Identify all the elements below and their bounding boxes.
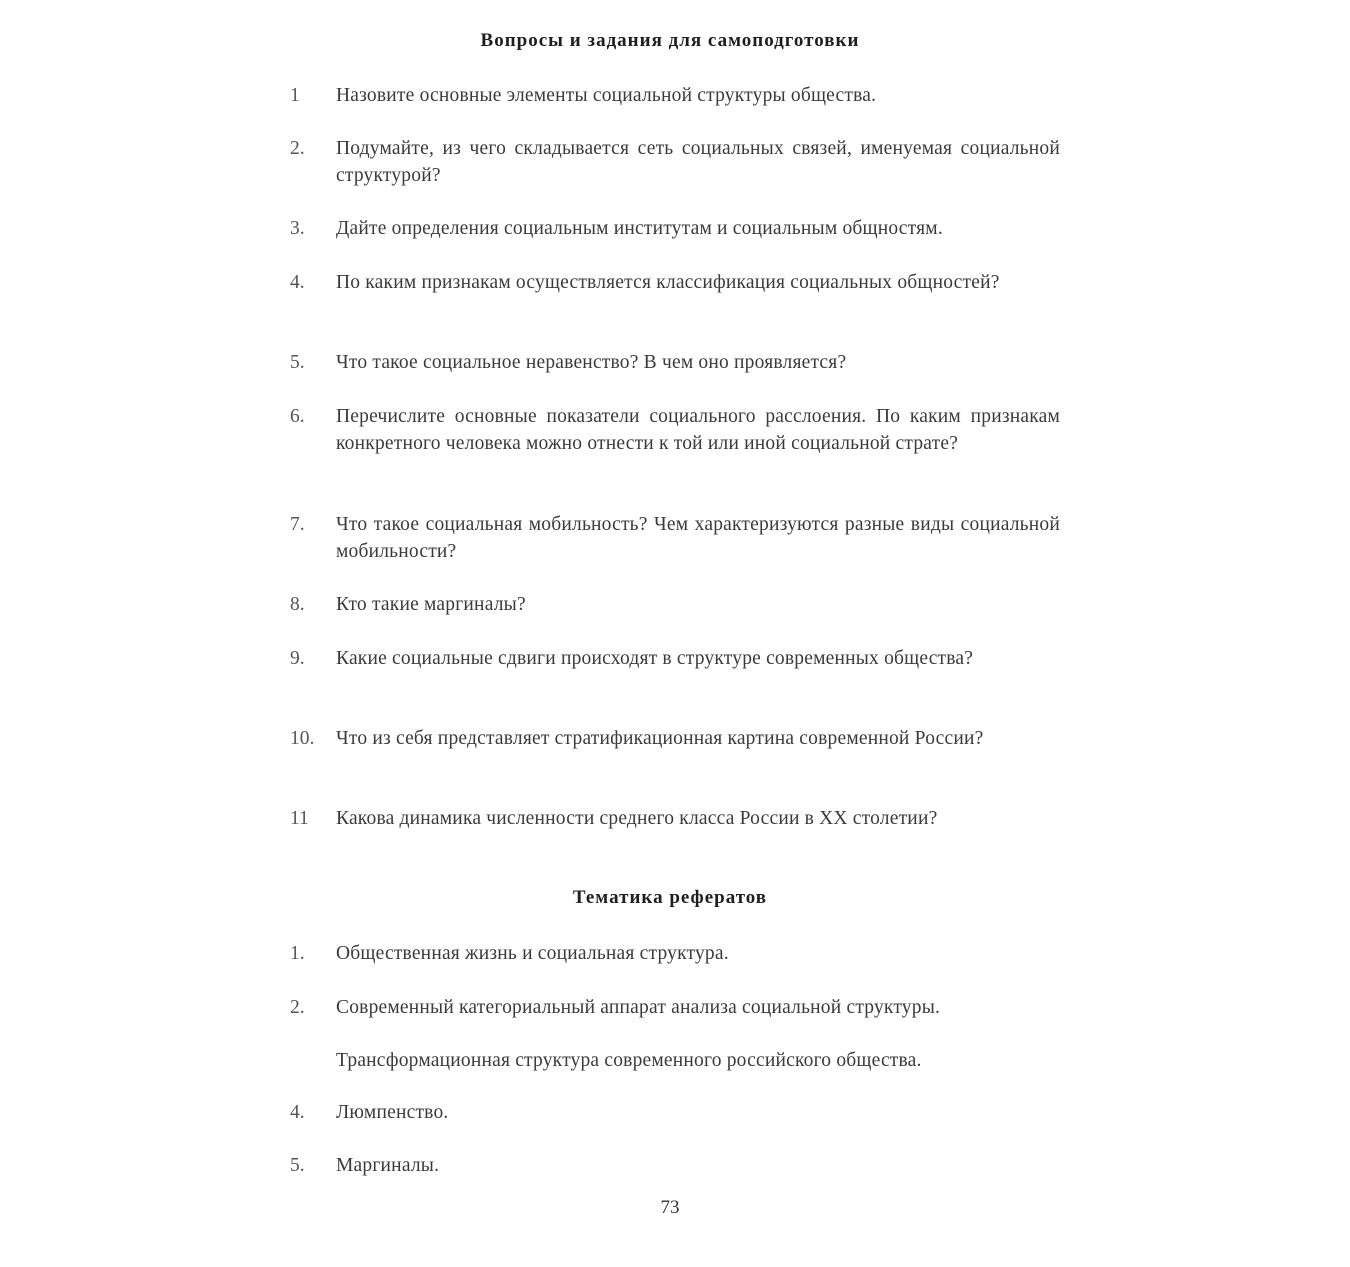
item-text: Что такое социальная мобильность? Чем характеризуются разные виды социальной мобильности? [336,514,1060,562]
question-item [290,403,1060,457]
item-number: 2. [290,997,305,1018]
question-item [290,725,1060,752]
question-item [290,349,1060,376]
item-text: Что из себя представляет стратификационная картина современной России? [336,728,984,749]
page-number: 73 [660,1197,680,1218]
item-text: Дайте определения социальным институтам и социальным общностям. [336,218,943,239]
item-text: Назовите основные элементы социальной структуры общества. [336,85,877,106]
item-text: Кто такие маргиналы? [336,594,526,615]
topic-item [290,1047,1060,1074]
question-item [290,645,1060,672]
item-text: Трансформационная структура современного российского общества. [336,1050,922,1071]
item-text: По каким признакам осуществляется классификация социальных общностей? [336,272,1000,293]
item-number: 1 [290,85,300,106]
question-item [290,511,1060,565]
item-text: Общественная жизнь и социальная структура. [336,943,729,964]
item-number: 5. [290,352,305,373]
item-text: Какова динамика численности среднего класса России в XX столетии? [336,808,938,829]
item-number: 5. [290,1155,305,1176]
item-number: 9. [290,648,305,669]
item-text: Какие социальные сдвиги происходят в структуре современных общества? [336,648,974,669]
item-text: Маргиналы. [336,1155,440,1176]
item-text: Современный категориальный аппарат анализа социальной структуры. [336,997,941,1018]
item-number: 4. [290,1102,305,1123]
item-text: Подумайте, из чего складывается сеть социальных связей, именуемая социальной структурой? [336,138,1060,186]
item-text: Что такое социальное неравенство? В чем оно проявляется? [336,352,847,373]
question-item [290,805,1060,832]
question-item [290,135,1060,189]
question-item [290,591,1060,618]
item-number: 6. [290,406,305,427]
question-item [290,215,1060,242]
item-number: 10. [290,728,315,749]
question-item [290,269,1060,296]
topic-item [290,994,1060,1021]
question-item [290,82,1060,109]
item-text: Люмпенство. [336,1102,449,1123]
topics-heading: Тематика рефератов [572,887,768,908]
topic-item [290,1152,1060,1179]
item-number: 4. [290,272,305,293]
topic-item [290,1099,1060,1126]
topic-item [290,940,1060,967]
item-number: 11 [290,808,309,829]
item-number: 8. [290,594,305,615]
item-number: 7. [290,514,305,535]
item-number: 3. [290,218,305,239]
questions-heading: Вопросы и задания для самоподготовки [480,30,860,51]
item-number: 2. [290,138,305,159]
item-number: 1. [290,943,305,964]
item-text: Перечислите основные показатели социального расслоения. По каким признакам конкретного человека можно отнести к той или иной социальной страте? [336,406,1060,454]
